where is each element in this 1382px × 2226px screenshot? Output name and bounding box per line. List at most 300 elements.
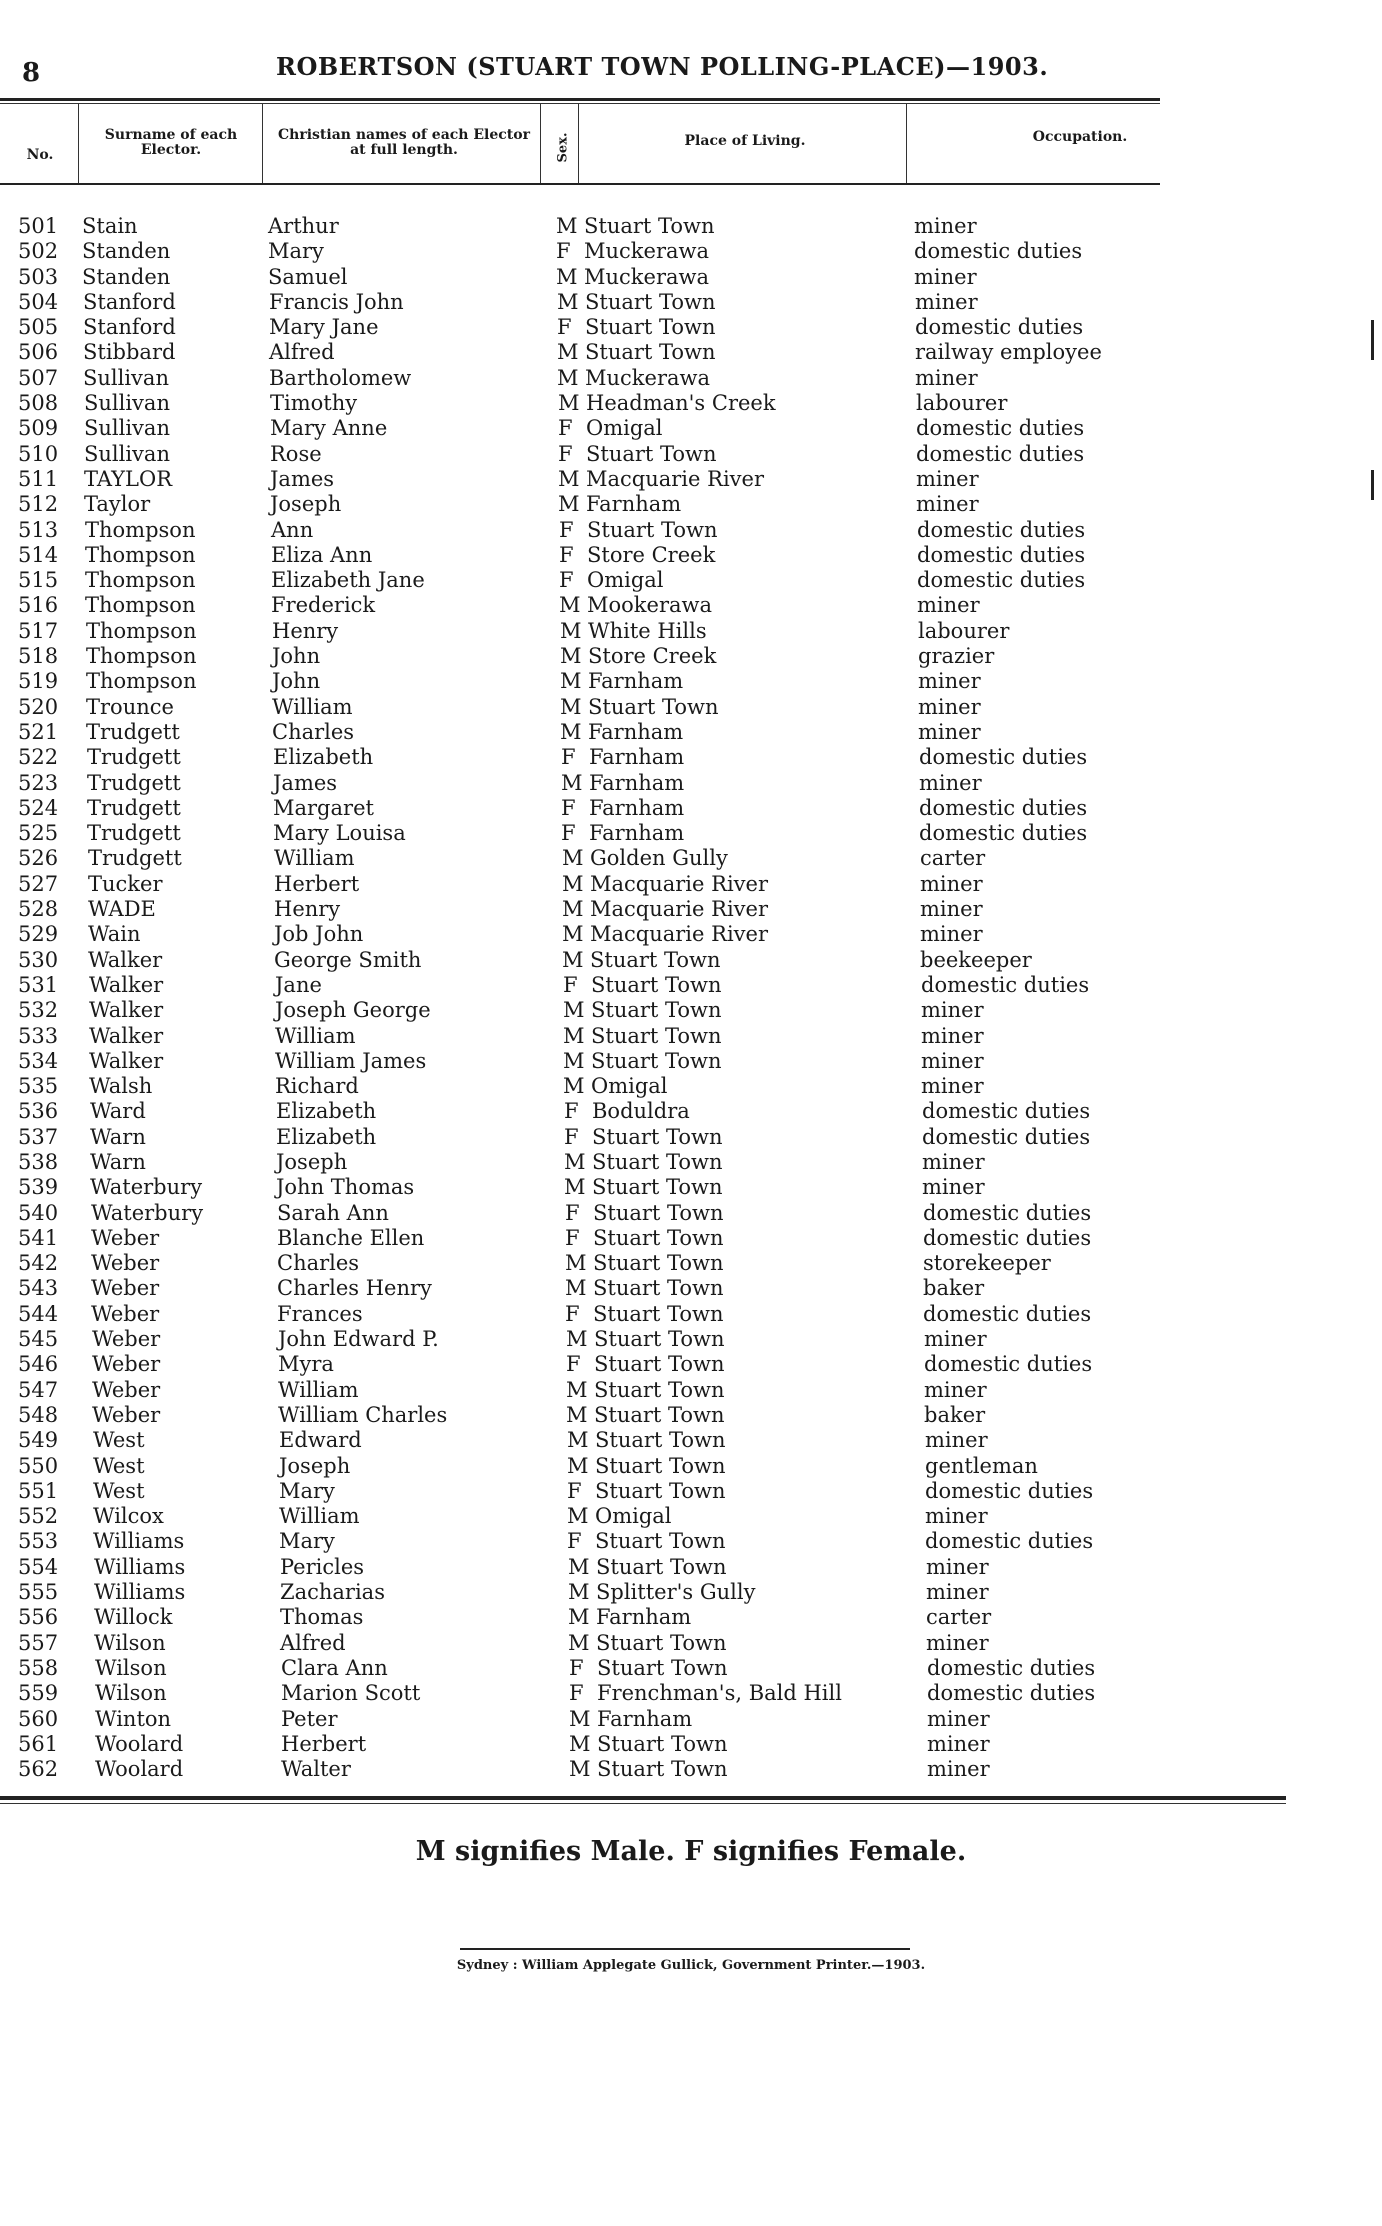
- elector-sex: M: [564, 1149, 586, 1174]
- column-divider: [262, 104, 263, 184]
- elector-christian: Henry: [272, 618, 339, 643]
- elector-christian: Mary: [268, 239, 324, 264]
- elector-sex: F: [561, 795, 576, 820]
- elector-occupation: domestic duties: [917, 568, 1086, 593]
- elector-no: 549: [18, 1428, 59, 1453]
- elector-surname: Thompson: [85, 517, 196, 542]
- elector-sex: F: [558, 441, 573, 466]
- elector-row: [0, 771, 1300, 796]
- header-occupation: Occupation.: [1032, 129, 1128, 145]
- column-divider: [578, 104, 579, 184]
- elector-place: Farnham: [589, 821, 685, 846]
- elector-christian: Zacharias: [280, 1580, 385, 1605]
- elector-surname: Wilcox: [93, 1504, 164, 1529]
- elector-sex: F: [556, 239, 571, 264]
- elector-sex: F: [569, 1681, 584, 1706]
- elector-christian: Alfred: [280, 1630, 346, 1655]
- elector-place: Macquarie River: [590, 922, 768, 947]
- elector-sex: F: [566, 1352, 581, 1377]
- elector-no: 512: [18, 492, 59, 517]
- elector-sex: F: [558, 416, 573, 441]
- elector-christian: Rose: [270, 441, 322, 466]
- elector-place: Mookerawa: [587, 593, 712, 618]
- elector-occupation: domestic duties: [922, 1099, 1091, 1124]
- elector-row: [0, 239, 1300, 264]
- elector-row: [0, 821, 1300, 846]
- elector-occupation: miner: [920, 897, 983, 922]
- elector-no: 521: [18, 719, 59, 744]
- elector-row: [0, 1251, 1300, 1276]
- elector-place: Stuart Town: [594, 1402, 725, 1427]
- elector-row: [0, 1150, 1300, 1175]
- elector-place: Stuart Town: [592, 1175, 723, 1200]
- elector-occupation: gentleman: [925, 1453, 1038, 1478]
- elector-sex: F: [565, 1225, 580, 1250]
- elector-surname: Stain: [82, 214, 138, 238]
- elector-list: [0, 214, 1300, 1782]
- elector-sex: F: [565, 1301, 580, 1326]
- elector-no: 554: [18, 1554, 59, 1579]
- elector-christian: Arthur: [268, 214, 339, 238]
- elector-no: 517: [18, 618, 59, 643]
- elector-occupation: miner: [927, 1757, 990, 1782]
- elector-christian: Elizabeth: [273, 745, 374, 770]
- elector-no: 537: [18, 1124, 59, 1149]
- elector-surname: West: [93, 1478, 145, 1503]
- elector-place: Headman's Creek: [586, 391, 776, 416]
- elector-occupation: miner: [916, 492, 979, 517]
- elector-place: Omigal: [595, 1504, 672, 1529]
- elector-occupation: labourer: [916, 391, 1008, 416]
- elector-surname: Stanford: [83, 315, 176, 340]
- elector-no: 552: [18, 1504, 59, 1529]
- elector-row: [0, 796, 1300, 821]
- elector-occupation: miner: [922, 1149, 985, 1174]
- elector-sex: M: [568, 1630, 590, 1655]
- elector-christian: George Smith: [274, 947, 422, 972]
- elector-surname: Ward: [90, 1099, 146, 1124]
- elector-no: 561: [18, 1731, 59, 1756]
- elector-row: [0, 1378, 1300, 1403]
- elector-surname: Warn: [90, 1149, 146, 1174]
- elector-row: [0, 1428, 1300, 1453]
- elector-christian: Mary: [279, 1529, 335, 1554]
- elector-sex: M: [557, 365, 579, 390]
- elector-surname: Walker: [89, 972, 164, 997]
- elector-sex: M: [568, 1554, 590, 1579]
- elector-sex: M: [556, 264, 578, 289]
- elector-no: 536: [18, 1099, 59, 1124]
- bottom-rule-thin: [0, 1803, 1286, 1804]
- elector-no: 520: [18, 694, 59, 719]
- elector-sex: F: [564, 1124, 579, 1149]
- elector-surname: Thompson: [86, 618, 197, 643]
- header-place-of-living: Place of Living.: [684, 133, 806, 149]
- elector-row: [0, 846, 1300, 871]
- elector-christian: Mary Louisa: [273, 821, 406, 846]
- elector-occupation: miner: [924, 1327, 987, 1352]
- elector-no: 539: [18, 1175, 59, 1200]
- elector-christian: Joseph George: [275, 998, 431, 1023]
- elector-christian: Mary Jane: [269, 315, 379, 340]
- elector-sex: M: [562, 922, 584, 947]
- elector-no: 541: [18, 1225, 59, 1250]
- elector-place: Stuart Town: [595, 1453, 726, 1478]
- elector-christian: John: [272, 669, 321, 694]
- elector-row: [0, 1580, 1300, 1605]
- elector-occupation: miner: [926, 1554, 989, 1579]
- elector-place: Stuart Town: [596, 1554, 727, 1579]
- top-rule-thin: [0, 103, 1160, 104]
- elector-surname: Thompson: [86, 644, 197, 669]
- elector-christian: Blanche Ellen: [277, 1225, 425, 1250]
- elector-no: 544: [18, 1301, 59, 1326]
- elector-christian: Joseph: [276, 1149, 348, 1174]
- elector-no: 548: [18, 1402, 59, 1427]
- elector-surname: Stibbard: [83, 340, 176, 365]
- elector-christian: William Charles: [278, 1402, 448, 1427]
- elector-surname: Williams: [94, 1554, 186, 1579]
- elector-sex: M: [569, 1706, 591, 1731]
- elector-occupation: domestic duties: [916, 416, 1085, 441]
- elector-place: Farnham: [589, 770, 685, 795]
- elector-place: Muckerawa: [585, 365, 710, 390]
- printer-rule: [460, 1948, 910, 1950]
- elector-row: [0, 1757, 1300, 1782]
- edge-mark: [1371, 320, 1374, 360]
- header-sex: Sex.: [555, 132, 571, 163]
- column-divider: [78, 104, 79, 184]
- elector-sex: M: [567, 1504, 589, 1529]
- elector-occupation: railway employee: [915, 340, 1102, 365]
- elector-row: [0, 720, 1300, 745]
- elector-no: 533: [18, 1023, 59, 1048]
- elector-row: [0, 669, 1300, 694]
- elector-sex: F: [565, 1200, 580, 1225]
- elector-occupation: domestic duties: [921, 972, 1090, 997]
- elector-christian: Herbert: [274, 871, 360, 896]
- elector-place: Golden Gully: [590, 846, 728, 871]
- elector-surname: Thompson: [86, 669, 197, 694]
- elector-surname: Williams: [93, 1529, 185, 1554]
- page-title: ROBERTSON (STUART TOWN POLLING-PLACE)—1903.: [276, 52, 1049, 81]
- elector-surname: Wilson: [94, 1630, 166, 1655]
- elector-christian: William: [274, 846, 355, 871]
- elector-place: Splitter's Gully: [596, 1580, 756, 1605]
- elector-occupation: domestic duties: [915, 315, 1084, 340]
- elector-christian: Eliza Ann: [271, 542, 373, 567]
- elector-no: 545: [18, 1327, 59, 1352]
- elector-place: Stuart Town: [593, 1251, 724, 1276]
- elector-sex: M: [563, 1074, 585, 1099]
- elector-sex: M: [561, 770, 583, 795]
- elector-sex: M: [560, 669, 582, 694]
- elector-christian: Richard: [275, 1074, 359, 1099]
- elector-christian: John Edward P.: [278, 1327, 439, 1352]
- elector-place: Stuart Town: [587, 517, 718, 542]
- elector-sex: M: [558, 492, 580, 517]
- elector-christian: Pericles: [280, 1554, 365, 1579]
- elector-sex: M: [562, 897, 584, 922]
- elector-christian: Francis John: [269, 289, 404, 314]
- elector-sex: M: [559, 593, 581, 618]
- elector-place: Stuart Town: [597, 1655, 728, 1680]
- elector-occupation: baker: [923, 1276, 985, 1301]
- elector-place: Frenchman's, Bald Hill: [597, 1681, 842, 1706]
- sex-legend: M signifies Male. F signifies Female.: [415, 1836, 967, 1867]
- elector-occupation: carter: [926, 1605, 992, 1630]
- elector-christian: James: [270, 466, 335, 491]
- elector-place: Stuart Town: [591, 998, 722, 1023]
- elector-no: 501: [18, 214, 59, 238]
- header-rule: [0, 183, 1160, 185]
- elector-row: [0, 366, 1300, 391]
- elector-sex: M: [568, 1580, 590, 1605]
- elector-christian: William: [272, 694, 353, 719]
- elector-christian: Joseph: [279, 1453, 351, 1478]
- elector-place: Stuart Town: [586, 441, 717, 466]
- elector-occupation: miner: [926, 1580, 989, 1605]
- elector-christian: Jane: [275, 972, 322, 997]
- elector-place: Stuart Town: [590, 947, 721, 972]
- elector-place: Stuart Town: [596, 1630, 727, 1655]
- elector-no: 538: [18, 1149, 59, 1174]
- elector-place: Store Creek: [587, 542, 716, 567]
- elector-occupation: domestic duties: [919, 745, 1088, 770]
- elector-row: [0, 1125, 1300, 1150]
- elector-no: 524: [18, 795, 59, 820]
- elector-no: 522: [18, 745, 59, 770]
- elector-no: 518: [18, 644, 59, 669]
- elector-christian: Charles: [277, 1251, 360, 1276]
- elector-no: 542: [18, 1251, 59, 1276]
- elector-occupation: domestic duties: [922, 1124, 1091, 1149]
- elector-sex: M: [567, 1428, 589, 1453]
- elector-place: Muckerawa: [584, 264, 709, 289]
- elector-surname: Tucker: [88, 871, 163, 896]
- elector-surname: Sullivan: [83, 365, 169, 390]
- elector-christian: William: [275, 1023, 356, 1048]
- elector-no: 519: [18, 669, 59, 694]
- elector-row: [0, 416, 1300, 441]
- elector-sex: M: [562, 947, 584, 972]
- elector-row: [0, 1302, 1300, 1327]
- elector-christian: Margaret: [273, 795, 374, 820]
- elector-row: [0, 1226, 1300, 1251]
- elector-row: [0, 1352, 1300, 1377]
- elector-no: 507: [18, 365, 59, 390]
- elector-christian: Ann: [271, 517, 314, 542]
- elector-sex: F: [559, 517, 574, 542]
- elector-sex: M: [566, 1327, 588, 1352]
- elector-sex: F: [567, 1478, 582, 1503]
- elector-surname: West: [93, 1428, 145, 1453]
- column-divider: [540, 104, 541, 184]
- elector-occupation: miner: [918, 669, 981, 694]
- elector-surname: Standen: [82, 239, 171, 264]
- elector-place: Macquarie River: [590, 871, 768, 896]
- elector-christian: Walter: [281, 1757, 351, 1782]
- elector-christian: Alfred: [269, 340, 335, 365]
- elector-surname: WADE: [88, 897, 156, 922]
- elector-occupation: domestic duties: [916, 441, 1085, 466]
- elector-surname: Thompson: [85, 542, 196, 567]
- elector-christian: Frances: [277, 1301, 363, 1326]
- elector-sex: F: [561, 821, 576, 846]
- elector-surname: Weber: [92, 1377, 161, 1402]
- elector-christian: William: [278, 1377, 359, 1402]
- elector-surname: Sullivan: [84, 441, 170, 466]
- elector-sex: F: [561, 745, 576, 770]
- elector-surname: Weber: [92, 1402, 161, 1427]
- elector-surname: Walker: [89, 998, 164, 1023]
- elector-no: 555: [18, 1580, 59, 1605]
- elector-no: 532: [18, 998, 59, 1023]
- elector-no: 551: [18, 1478, 59, 1503]
- elector-place: Omigal: [586, 416, 663, 441]
- elector-row: [0, 593, 1300, 618]
- header-no: No.: [26, 147, 54, 163]
- elector-no: 531: [18, 972, 59, 997]
- elector-sex: F: [559, 542, 574, 567]
- elector-sex: M: [558, 391, 580, 416]
- elector-christian: John: [272, 644, 321, 669]
- elector-surname: Stanford: [83, 289, 176, 314]
- elector-occupation: miner: [926, 1630, 989, 1655]
- elector-sex: F: [567, 1529, 582, 1554]
- bottom-rule: [0, 1796, 1286, 1800]
- elector-row: [0, 1099, 1300, 1124]
- elector-place: Farnham: [589, 745, 685, 770]
- elector-sex: F: [564, 1099, 579, 1124]
- elector-place: Stuart Town: [595, 1428, 726, 1453]
- top-rule: [0, 98, 1160, 101]
- elector-surname: Trudgett: [86, 719, 180, 744]
- elector-surname: Trudgett: [88, 846, 182, 871]
- edge-mark: [1371, 470, 1374, 500]
- elector-occupation: grazier: [918, 644, 995, 669]
- elector-place: Stuart Town: [593, 1225, 724, 1250]
- column-divider: [906, 104, 907, 184]
- elector-no: 513: [18, 517, 59, 542]
- elector-row: [0, 214, 1300, 239]
- elector-sex: M: [560, 719, 582, 744]
- elector-no: 502: [18, 239, 59, 264]
- elector-christian: Frederick: [271, 593, 376, 618]
- elector-no: 558: [18, 1655, 59, 1680]
- elector-row: [0, 1707, 1300, 1732]
- elector-occupation: domestic duties: [925, 1529, 1094, 1554]
- elector-no: 527: [18, 871, 59, 896]
- elector-place: Farnham: [588, 719, 684, 744]
- elector-place: Macquarie River: [590, 897, 768, 922]
- elector-place: Stuart Town: [588, 694, 719, 719]
- elector-christian: James: [273, 770, 338, 795]
- elector-occupation: carter: [920, 846, 986, 871]
- elector-no: 559: [18, 1681, 59, 1706]
- elector-place: Stuart Town: [591, 1023, 722, 1048]
- elector-no: 547: [18, 1377, 59, 1402]
- elector-christian: Mary: [279, 1478, 335, 1503]
- elector-sex: M: [557, 340, 579, 365]
- elector-christian: Sarah Ann: [277, 1200, 389, 1225]
- elector-row: [0, 1631, 1300, 1656]
- elector-row: [0, 442, 1300, 467]
- elector-place: Stuart Town: [594, 1327, 725, 1352]
- elector-surname: Walker: [89, 1048, 164, 1073]
- elector-occupation: domestic duties: [925, 1478, 1094, 1503]
- elector-row: [0, 1276, 1300, 1301]
- elector-occupation: miner: [916, 466, 979, 491]
- elector-row: [0, 872, 1300, 897]
- elector-place: Farnham: [589, 795, 685, 820]
- elector-occupation: domestic duties: [917, 542, 1086, 567]
- elector-row: [0, 568, 1300, 593]
- printer-imprint: Sydney : William Applegate Gullick, Government Printer.—1903.: [456, 1958, 926, 1973]
- elector-place: Farnham: [597, 1706, 693, 1731]
- elector-row: [0, 543, 1300, 568]
- elector-sex: M: [562, 846, 584, 871]
- elector-no: 506: [18, 340, 59, 365]
- elector-no: 528: [18, 897, 59, 922]
- elector-row: [0, 1681, 1300, 1706]
- elector-surname: Trudgett: [87, 770, 181, 795]
- elector-row: [0, 948, 1300, 973]
- elector-place: Stuart Town: [593, 1200, 724, 1225]
- elector-occupation: domestic duties: [919, 795, 1088, 820]
- elector-place: Stuart Town: [591, 1048, 722, 1073]
- elector-surname: Weber: [91, 1225, 160, 1250]
- elector-christian: Marion Scott: [281, 1681, 421, 1706]
- elector-surname: Williams: [94, 1580, 186, 1605]
- elector-place: Stuart Town: [593, 1301, 724, 1326]
- elector-occupation: domestic duties: [924, 1352, 1093, 1377]
- elector-surname: Walsh: [89, 1074, 153, 1099]
- elector-no: 543: [18, 1276, 59, 1301]
- elector-no: 556: [18, 1605, 59, 1630]
- elector-christian: John Thomas: [276, 1175, 415, 1200]
- elector-place: Store Creek: [588, 644, 717, 669]
- elector-sex: M: [565, 1251, 587, 1276]
- elector-surname: West: [93, 1453, 145, 1478]
- elector-no: 530: [18, 947, 59, 972]
- elector-no: 515: [18, 568, 59, 593]
- elector-row: [0, 1201, 1300, 1226]
- elector-surname: Warn: [90, 1124, 146, 1149]
- elector-row: [0, 290, 1300, 315]
- elector-place: Omigal: [587, 568, 664, 593]
- elector-row: [0, 644, 1300, 669]
- elector-row: [0, 265, 1300, 290]
- elector-row: [0, 1327, 1300, 1352]
- elector-no: 503: [18, 264, 59, 289]
- elector-christian: Peter: [281, 1706, 338, 1731]
- elector-occupation: miner: [921, 1023, 984, 1048]
- elector-place: Stuart Town: [592, 1149, 723, 1174]
- elector-occupation: baker: [924, 1402, 986, 1427]
- elector-sex: F: [569, 1655, 584, 1680]
- elector-sex: M: [562, 871, 584, 896]
- elector-surname: Woolard: [95, 1731, 184, 1756]
- elector-place: Farnham: [588, 669, 684, 694]
- page-number: 8: [22, 58, 41, 88]
- elector-surname: Waterbury: [90, 1175, 203, 1200]
- elector-christian: William James: [275, 1048, 427, 1073]
- elector-sex: M: [560, 694, 582, 719]
- elector-occupation: miner: [920, 871, 983, 896]
- elector-row: [0, 695, 1300, 720]
- elector-occupation: miner: [921, 1074, 984, 1099]
